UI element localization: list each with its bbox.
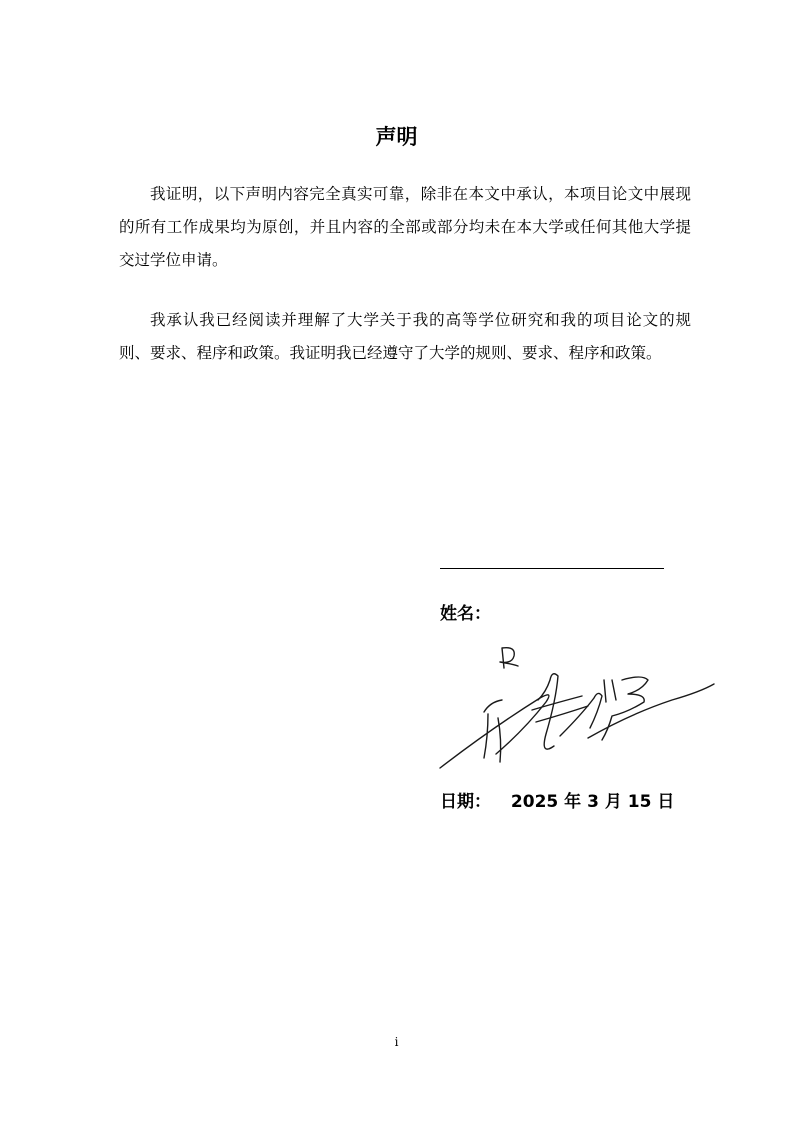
name-label: 姓名： bbox=[440, 604, 491, 624]
handwritten-signature bbox=[432, 640, 722, 780]
date-value: 2025 年 3 月 15 日 bbox=[510, 792, 675, 812]
signature-line bbox=[440, 568, 664, 569]
page-number: i bbox=[394, 1035, 399, 1049]
date-row bbox=[440, 788, 674, 816]
declaration-paragraph-1: 我证明，以下声明内容完全真实可靠，除非在本文中承认，本项目论文中展现的所有工作成果均为原创，并且内容的全部或部分均未在本大学或任何其他大学提交过学位申请。 bbox=[119, 185, 691, 269]
page-title: 声明 bbox=[375, 125, 418, 149]
declaration-paragraph-2: 我承认我已经阅读并理解了大学关于我的高等学位研究和我的项目论文的规则、要求、程序和政策。我证明我已经遵守了大学的规则、要求、程序和政策。 bbox=[119, 311, 691, 362]
date-label: 日期： bbox=[440, 792, 491, 812]
